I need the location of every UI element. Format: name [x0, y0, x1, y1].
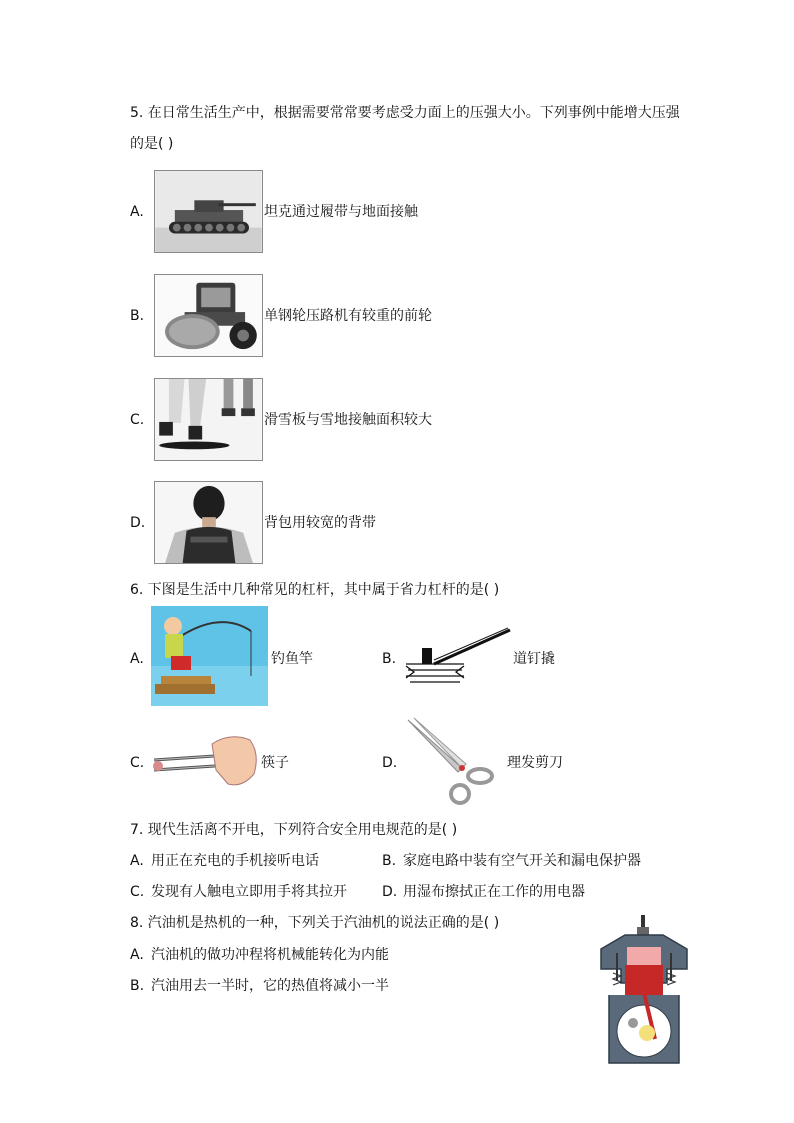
tank-image [154, 170, 263, 253]
q6-option-d-letter: D. [382, 755, 398, 771]
q5-option-b-letter: B. [130, 308, 145, 324]
q5-option-b-text: 单钢轮压路机有较重的前轮 [264, 308, 432, 324]
q5-option-a-text: 坦克通过履带与地面接触 [264, 204, 418, 220]
q8-option-a-text: 汽油机的做功冲程将机械能转化为内能 [151, 947, 389, 963]
backpack-image [154, 481, 263, 564]
q7-option-d-text: 用湿布擦拭正在工作的用电器 [403, 884, 585, 900]
q6-option-c-text: 筷子 [261, 755, 289, 771]
q5-option-d-letter: D. [130, 515, 146, 531]
q6-option-b-letter: B. [382, 651, 397, 667]
q8-stem: 8. 汽油机是热机的一种，下列关于汽油机的说法正确的是( ) [130, 915, 500, 931]
q7-option-b-text: 家庭电路中装有空气开关和漏电保护器 [403, 853, 641, 869]
q6-option-c-letter: C. [130, 755, 145, 771]
q7-option-c-letter: C. [130, 884, 145, 900]
q6-stem: 6. 下图是生活中几种常见的杠杆，其中属于省力杠杆的是( ) [130, 582, 500, 598]
q5-option-d-text: 背包用较宽的背带 [264, 515, 376, 531]
spike-crowbar-image [404, 626, 512, 686]
fishing-rod-image [151, 606, 268, 706]
scissors-image [404, 716, 506, 808]
snowboard-image [154, 378, 263, 461]
q8-option-a-letter: A. [130, 947, 144, 963]
q7-option-c-text: 发现有人触电立即用手将其拉开 [151, 884, 347, 900]
q5-stem-line1: 5. 在日常生活生产中，根据需要常常要考虑受力面上的压强大小。下列事例中能增大压强 [130, 105, 680, 121]
q6-option-a-text: 钓鱼竿 [271, 651, 313, 667]
q7-option-a-letter: A. [130, 853, 144, 869]
q7-stem: 7. 现代生活离不开电，下列符合安全用电规范的是( ) [130, 822, 458, 838]
chopsticks-image [150, 730, 260, 792]
q6-option-a-letter: A. [130, 651, 144, 667]
q5-stem-line2: 的是( ) [130, 136, 174, 152]
q6-option-b-text: 道钉撬 [513, 651, 555, 667]
q7-option-a-text: 用正在充电的手机接听电话 [151, 853, 319, 869]
q5-option-a-letter: A. [130, 204, 144, 220]
q6-option-d-text: 理发剪刀 [507, 755, 563, 771]
road-roller-image [154, 274, 263, 357]
q8-option-b-letter: B. [130, 978, 145, 994]
q7-option-b-letter: B. [382, 853, 397, 869]
q7-option-d-letter: D. [382, 884, 398, 900]
q8-option-b-text: 汽油用去一半时，它的热值将减小一半 [151, 978, 389, 994]
engine-cylinder-image [597, 913, 691, 1071]
q5-option-c-text: 滑雪板与雪地接触面积较大 [264, 412, 432, 428]
q5-option-c-letter: C. [130, 412, 145, 428]
